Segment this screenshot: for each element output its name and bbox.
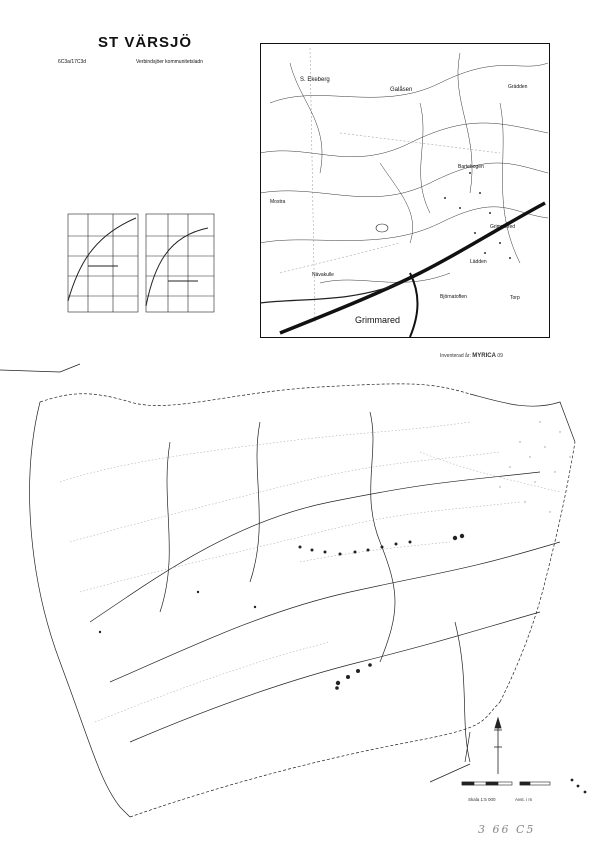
inventory-note xyxy=(440,353,503,359)
scale-label: Skala 1:5 000 xyxy=(468,797,496,802)
label-grimmared-n: Grimmared xyxy=(490,224,516,230)
scale-bars xyxy=(462,782,550,785)
inventory-name: MYRICA xyxy=(472,353,496,359)
inventory-year: 09 xyxy=(497,353,503,359)
inventory-prefix: Inventerad år: xyxy=(440,353,471,359)
profile-charts xyxy=(58,206,223,336)
locator-inset-marks xyxy=(571,779,587,794)
label-galasen: Galåsen xyxy=(390,87,413,93)
survey-points xyxy=(99,534,464,690)
main-site-map xyxy=(0,362,600,822)
label-torp: Torp xyxy=(510,295,520,301)
label-mostra: Mostra xyxy=(270,199,286,205)
map-municipality: Verbindsjöer kommunitetsladn xyxy=(136,59,203,65)
label-bartebogen: Bartebogen xyxy=(458,164,484,170)
map-sheet-code: 6C3a/17C3d xyxy=(58,59,87,65)
label-ladden: Lädden xyxy=(470,259,487,265)
locator-map xyxy=(260,43,550,338)
label-ekeberg: S. Ekeberg xyxy=(300,77,330,83)
map-title: ST VÄRSJÖ xyxy=(97,34,193,51)
chart-right-curve xyxy=(146,228,208,306)
distance-label: Avst. i m xyxy=(515,797,533,802)
label-gradden: Grädden xyxy=(508,84,528,90)
north-arrow xyxy=(494,718,502,774)
archive-number: 3 66 C5 xyxy=(478,823,536,836)
label-bjarnatoften: Björnatoften xyxy=(440,294,467,300)
map-top-border xyxy=(0,364,80,372)
label-grimmared: Grimmared xyxy=(355,315,401,325)
chart-left-frame xyxy=(68,214,138,312)
chart-left-curve xyxy=(68,218,136,301)
label-navakulle: Nävakulle xyxy=(312,272,334,278)
